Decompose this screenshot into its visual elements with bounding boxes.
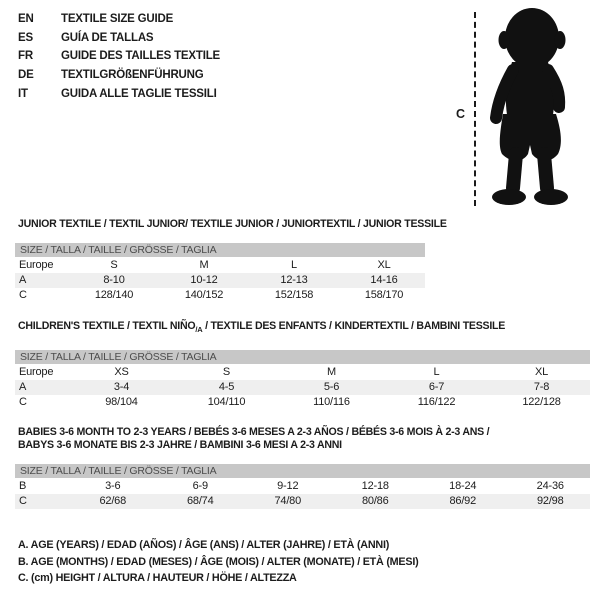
dashed-height-line [474,12,476,206]
cell: 110/116 [313,396,350,409]
cell: 8-10 [103,274,125,286]
row-label: C [19,289,27,301]
row-label: A [19,381,27,394]
row-label: B [19,480,27,492]
row-label: C [19,495,27,507]
cell: 74/80 [274,495,302,507]
lang-row-fr [18,47,220,66]
cell: 10-12 [190,274,218,286]
lang-label: TEXTILGRÖßENFÜHRUNG [61,69,204,82]
cell: 98/104 [105,396,138,409]
cell: L [433,366,440,379]
cell: 152/158 [274,289,314,301]
babies-row-height [15,494,590,509]
title-part: CHILDREN'S TEXTILE / TEXTIL NIÑO [18,320,196,332]
note-c: C. (cm) HEIGHT / ALTURA / HAUTEUR / HÖHE / ALTEZZA [18,572,297,585]
cell: S [222,366,231,379]
cell: M [199,259,209,271]
cell: 3-6 [105,480,121,492]
cell: XL [534,366,549,379]
babies-table-title-line2: BABYS 3-6 MONATE BIS 2-3 JAHRE / BAMBINI 3-6 MESI A 2-3 ANNI [18,439,342,451]
cell: 68/74 [186,495,214,507]
babies-table-title-wrap [15,426,590,452]
cell: 4-5 [218,381,235,394]
legend-notes [18,537,418,587]
children-table-title-wrap [15,320,590,336]
lang-label: GUIDE DES TAILLES TEXTILE [61,50,220,63]
lang-row-es [18,29,220,48]
cell: M [327,366,336,379]
cell: 92/98 [536,495,564,507]
cell: XL [377,259,391,271]
junior-size-header-bar: SIZE / TALLA / TAILLE / GRÖSSE / TAGLIA [15,243,425,257]
babies-table-title-line1: BABIES 3-6 MONTH TO 2-3 YEARS / BEBÉS 3-6 MESES A 2-3 AÑOS / BÉBÉS 3-6 MOIS À 2-3 ANS / [18,426,490,438]
cell: 12-18 [361,480,389,492]
babies-row-months [15,479,590,494]
cell: 18-24 [449,480,477,492]
cell: 128/140 [94,289,134,301]
lang-code: EN [18,13,34,25]
junior-textile-table [15,218,447,303]
cell: 6-9 [192,480,208,492]
cell: 80/86 [361,495,389,507]
baby-silhouette [486,6,576,210]
title-subscript: /A [195,325,203,335]
cell: 6-7 [428,381,445,394]
children-row-europe [15,365,590,380]
lang-row-en [18,10,220,29]
cell: 62/68 [99,495,127,507]
cell: 12-13 [280,274,308,286]
junior-row-height [15,288,425,303]
cell: 122/128 [522,396,561,409]
children-textile-table [15,320,590,410]
lang-code: FR [18,50,33,63]
cell: 5-6 [323,381,340,394]
lang-row-de [18,66,220,85]
children-size-header-bar: SIZE / TALLA / TAILLE / GRÖSSE / TAGLIA [15,350,590,364]
lang-label: GUÍA DE TALLAS [61,31,154,44]
cell: 24-36 [536,480,564,492]
junior-table-title-wrap [15,218,447,231]
row-label: C [19,396,27,409]
cell: 7-8 [533,381,550,394]
cell: 3-4 [113,381,130,394]
cell: XS [114,366,129,379]
cell: 104/110 [207,396,246,409]
lang-code: ES [18,31,33,44]
height-measure-label: C [456,107,466,121]
note-b: B. AGE (MONTHS) / EDAD (MESES) / ÂGE (MOIS) / ALTER (MONATE) / ETÀ (MESI) [18,555,419,568]
lang-label: GUIDA ALLE TAGLIE TESSILI [61,87,217,100]
junior-row-europe [15,258,425,273]
title-part: / TEXTILE DES ENFANTS / KINDERTEXTIL / BAMBINI TESSILE [202,320,506,332]
lang-row-it [18,85,220,104]
cell: 9-12 [277,480,299,492]
cell: 86/92 [449,495,477,507]
note-a: A. AGE (YEARS) / EDAD (AÑOS) / ÂGE (ANS) / ALTER (JAHRE) / ETÀ (ANNI) [18,539,390,551]
babies-size-header-bar: SIZE / TALLA / TAILLE / GRÖSSE / TAGLIA [15,464,590,478]
cell: L [291,259,297,271]
cell: 158/170 [364,289,404,301]
cell: 14-16 [370,274,398,286]
lang-code: IT [18,87,28,100]
cell: S [110,259,118,271]
lang-label: TEXTILE SIZE GUIDE [61,13,174,25]
cell: 140/152 [184,289,224,301]
row-label: Europe [19,259,54,271]
cell: 116/122 [417,396,456,409]
children-row-height [15,395,590,410]
row-label: A [19,274,27,286]
language-title-list [18,10,220,104]
junior-row-age [15,273,425,288]
children-table-title [15,320,590,336]
children-row-age [15,380,590,395]
junior-table-title: JUNIOR TEXTILE / TEXTIL JUNIOR/ TEXTILE JUNIOR / JUNIORTEXTIL / JUNIOR TESSILE [18,218,447,230]
row-label: Europe [19,366,54,379]
lang-code: DE [18,69,34,82]
babies-textile-table [15,426,590,509]
